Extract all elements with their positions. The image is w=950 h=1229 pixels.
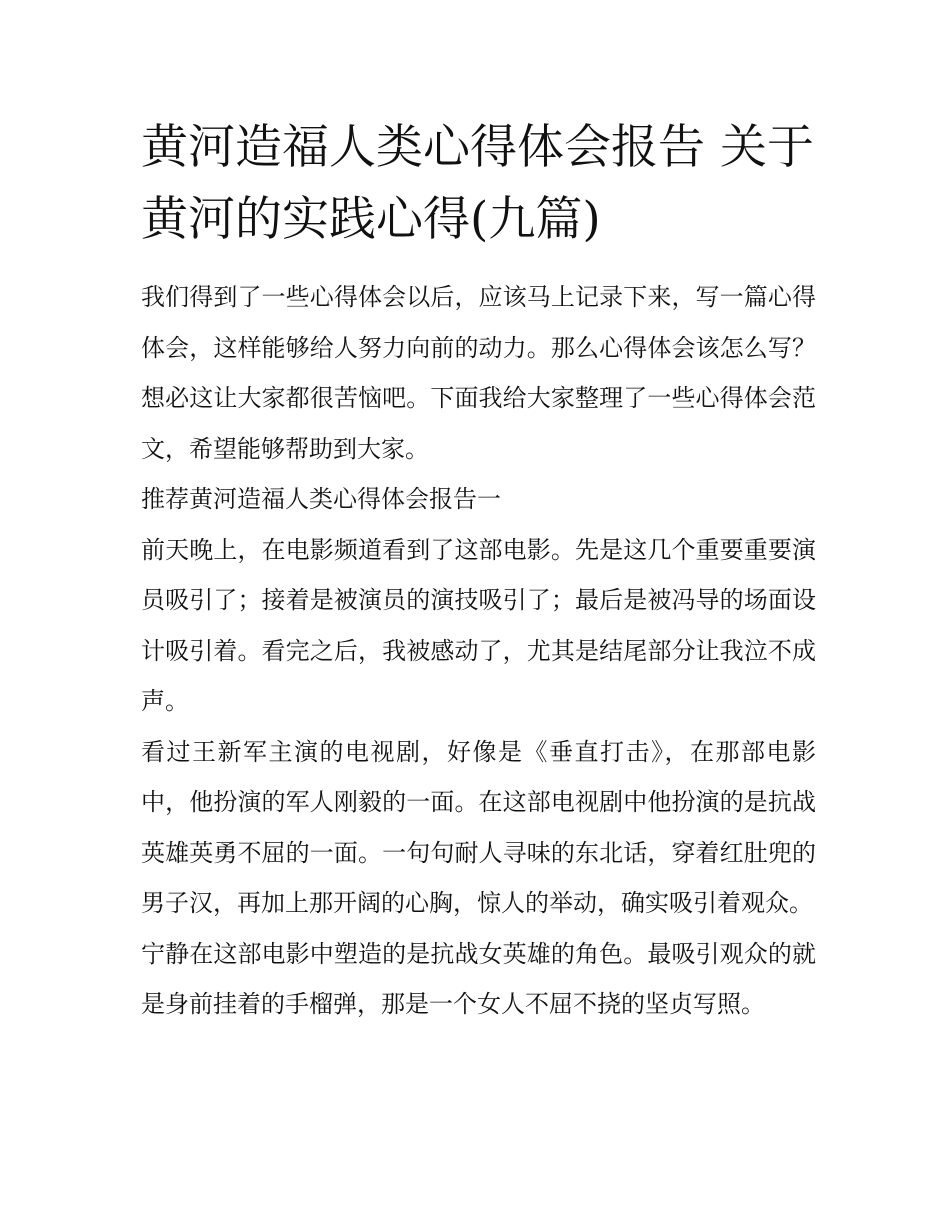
document-title: 黄河造福人类心得体会报告 关于黄河的实践心得(九篇): [141, 120, 814, 247]
paragraph-intro: 我们得到了一些心得体会以后，应该马上记录下来，写一篇心得体会，这样能够给人努力向前的动力。那么心得体会该怎么写？想必这让大家都很苦恼吧。下面我给大家整理了一些心得体会范文，希望能够帮助到大家。: [141, 283, 816, 463]
section-heading: 推荐黄河造福人类心得体会报告一: [141, 485, 501, 513]
document-body: [141, 112, 816, 1030]
paragraph-3: 宁静在这部电影中塑造的是抗战女英雄的角色。最吸引观众的就是身前挂着的手榴弹，那是一个女人不屈不挠的坚贞写照。: [141, 939, 816, 1018]
paragraph-2: 看过王新军主演的电视剧，好像是《垂直打击》，在那部电影中，他扮演的军人刚毅的一面。在这部电视剧中他扮演的是抗战英雄英勇不屈的一面。一句句耐人寻味的东北话，穿着红肚兜的男子汉，再加上那开阔的心胸，惊人的举动，确实吸引着观众。: [141, 737, 816, 917]
paragraph-1: 前天晚上，在电影频道看到了这部电影。先是这几个重要重要演员吸引了；接着是被演员的演技吸引了；最后是被冯导的场面设计吸引着。看完之后，我被感动了，尤其是结尾部分让我泣不成声。: [141, 535, 816, 715]
